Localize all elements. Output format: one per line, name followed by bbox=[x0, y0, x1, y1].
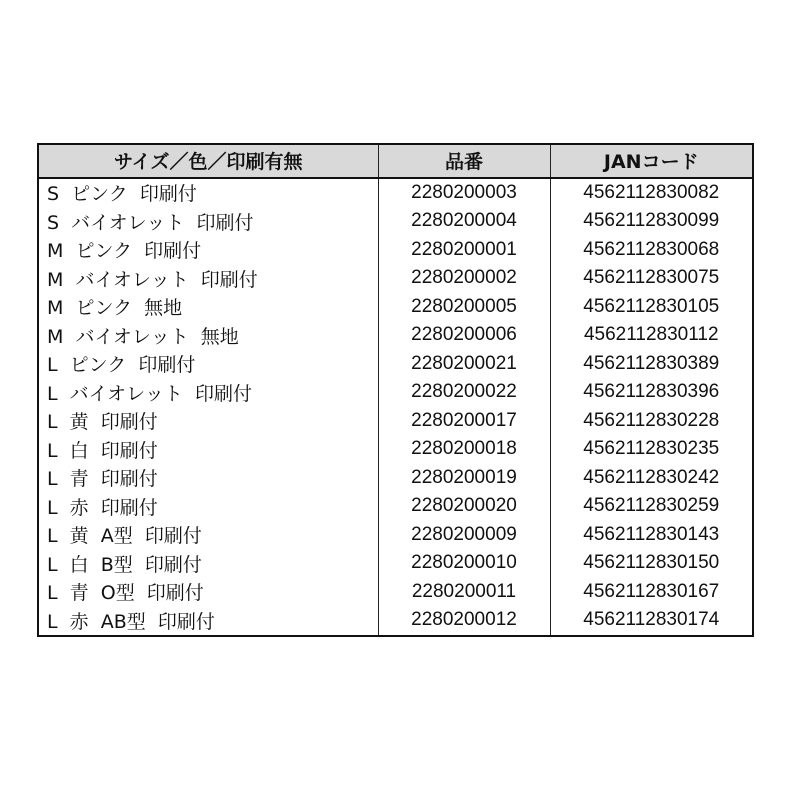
table-row bbox=[38, 549, 753, 578]
cell-variant: L バイオレット 印刷付 bbox=[38, 378, 378, 407]
table-row bbox=[38, 350, 753, 379]
cell-product-no: 2280200004 bbox=[378, 207, 550, 236]
cell-jan-code: 4562112830167 bbox=[550, 578, 753, 607]
cell-jan-code: 4562112830099 bbox=[550, 207, 753, 236]
cell-jan-code: 4562112830068 bbox=[550, 236, 753, 265]
cell-product-no: 2280200002 bbox=[378, 264, 550, 293]
table-row bbox=[38, 293, 753, 322]
table-row bbox=[38, 321, 753, 350]
cell-jan-code: 4562112830389 bbox=[550, 350, 753, 379]
header-product-no: 品番 bbox=[378, 144, 550, 178]
table-row bbox=[38, 264, 753, 293]
table-row bbox=[38, 464, 753, 493]
table-header bbox=[38, 144, 753, 178]
cell-variant: L 赤 印刷付 bbox=[38, 492, 378, 521]
cell-jan-code: 4562112830143 bbox=[550, 521, 753, 550]
cell-variant: L 白 B型 印刷付 bbox=[38, 549, 378, 578]
cell-jan-code: 4562112830228 bbox=[550, 407, 753, 436]
table-row bbox=[38, 178, 753, 208]
cell-product-no: 2280200009 bbox=[378, 521, 550, 550]
cell-jan-code: 4562112830150 bbox=[550, 549, 753, 578]
header-variant: サイズ／色／印刷有無 bbox=[38, 144, 378, 178]
cell-jan-code: 4562112830242 bbox=[550, 464, 753, 493]
cell-variant: L 黄 印刷付 bbox=[38, 407, 378, 436]
cell-product-no: 2280200017 bbox=[378, 407, 550, 436]
cell-jan-code: 4562112830105 bbox=[550, 293, 753, 322]
cell-jan-code: 4562112830082 bbox=[550, 178, 753, 208]
cell-product-no: 2280200012 bbox=[378, 606, 550, 636]
cell-product-no: 2280200006 bbox=[378, 321, 550, 350]
cell-variant: L 赤 AB型 印刷付 bbox=[38, 606, 378, 636]
cell-variant: S ピンク 印刷付 bbox=[38, 178, 378, 208]
cell-jan-code: 4562112830396 bbox=[550, 378, 753, 407]
cell-variant: L 黄 A型 印刷付 bbox=[38, 521, 378, 550]
table-row bbox=[38, 606, 753, 636]
cell-jan-code: 4562112830174 bbox=[550, 606, 753, 636]
cell-product-no: 2280200020 bbox=[378, 492, 550, 521]
cell-jan-code: 4562112830112 bbox=[550, 321, 753, 350]
cell-product-no: 2280200022 bbox=[378, 378, 550, 407]
table-row bbox=[38, 407, 753, 436]
cell-variant: M ピンク 印刷付 bbox=[38, 236, 378, 265]
header-jan-code: JANコード bbox=[550, 144, 753, 178]
cell-variant: S バイオレット 印刷付 bbox=[38, 207, 378, 236]
table-row bbox=[38, 378, 753, 407]
table-row bbox=[38, 236, 753, 265]
table-row bbox=[38, 521, 753, 550]
cell-variant: L ピンク 印刷付 bbox=[38, 350, 378, 379]
cell-product-no: 2280200005 bbox=[378, 293, 550, 322]
header-row bbox=[38, 144, 753, 178]
cell-product-no: 2280200021 bbox=[378, 350, 550, 379]
cell-product-no: 2280200011 bbox=[378, 578, 550, 607]
cell-variant: M ピンク 無地 bbox=[38, 293, 378, 322]
cell-jan-code: 4562112830259 bbox=[550, 492, 753, 521]
cell-variant: L 青 O型 印刷付 bbox=[38, 578, 378, 607]
table-row bbox=[38, 578, 753, 607]
table-row bbox=[38, 492, 753, 521]
cell-product-no: 2280200010 bbox=[378, 549, 550, 578]
cell-variant: L 青 印刷付 bbox=[38, 464, 378, 493]
cell-jan-code: 4562112830235 bbox=[550, 435, 753, 464]
cell-product-no: 2280200018 bbox=[378, 435, 550, 464]
cell-jan-code: 4562112830075 bbox=[550, 264, 753, 293]
table-body bbox=[38, 178, 753, 636]
table-row bbox=[38, 207, 753, 236]
cell-variant: M バイオレット 無地 bbox=[38, 321, 378, 350]
product-code-table bbox=[37, 143, 754, 637]
cell-variant: M バイオレット 印刷付 bbox=[38, 264, 378, 293]
table-row bbox=[38, 435, 753, 464]
cell-product-no: 2280200001 bbox=[378, 236, 550, 265]
cell-variant: L 白 印刷付 bbox=[38, 435, 378, 464]
cell-product-no: 2280200019 bbox=[378, 464, 550, 493]
cell-product-no: 2280200003 bbox=[378, 178, 550, 208]
